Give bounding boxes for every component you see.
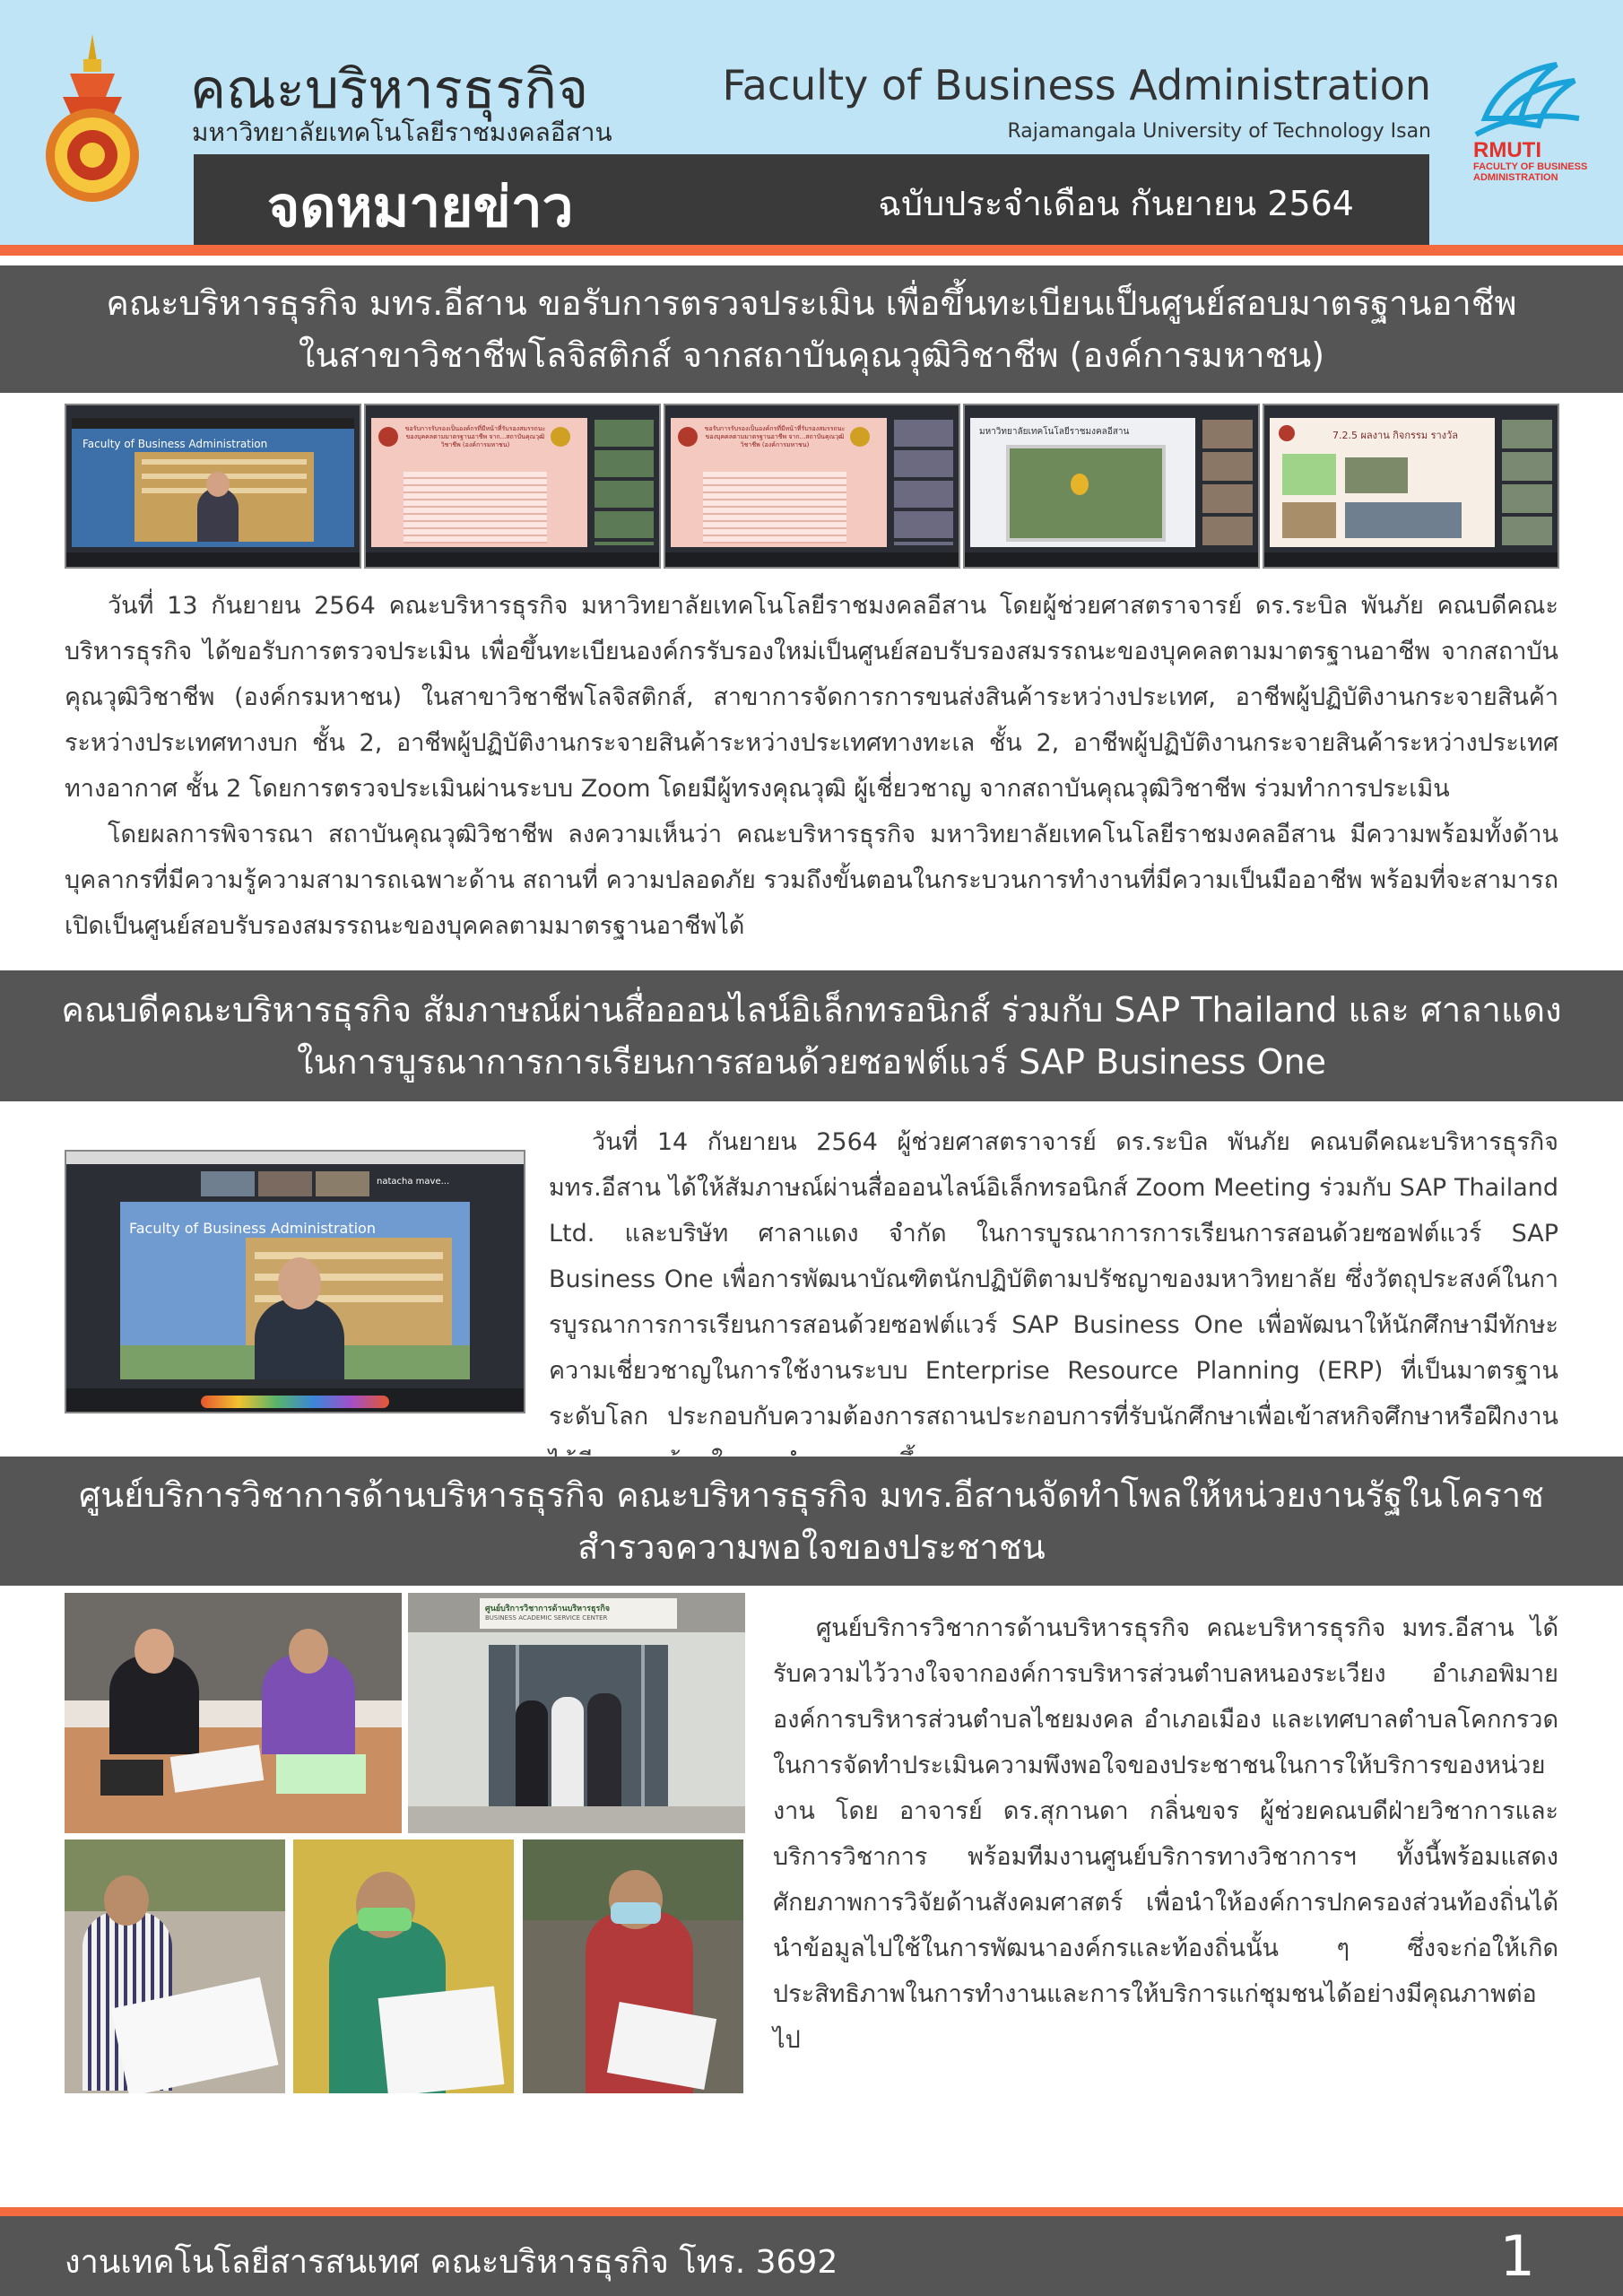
footer [0, 2216, 1623, 2296]
screenshot-caption: ขอรับการรับรองเป็นองค์กรที่มีหน้าที่รับรองสมรรถนะของบุคคลตามมาตรฐานอาชีพ จาก...สถาบันคุณวุฒิวิชาชีพ (องค์การมหาชน) [704, 425, 846, 448]
issue-date: ฉบับประจำเดือน กันยายน 2564 [878, 184, 1354, 223]
faculty-name-english: Faculty of Business Administration [722, 61, 1431, 109]
survey-photo-respondent-1 [65, 1839, 285, 2093]
section3-headline-line1: ศูนย์บริการวิชาการด้านบริหารธุรกิจ คณะบริหารธุรกิจ มทร.อีสานจัดทำโพลให้หน่วยงานรัฐในโคราช [79, 1475, 1544, 1515]
zoom-screenshot-4 [963, 404, 1260, 569]
section1-body [65, 583, 1558, 949]
section1-headline [0, 265, 1623, 393]
section2-headline [0, 970, 1623, 1101]
university-name-english: Rajamangala University of Technology Isan [1007, 120, 1431, 143]
header-divider [0, 245, 1623, 256]
zoom-interview-screenshot [65, 1150, 525, 1413]
screenshot-caption: 7.2.5 ผลงาน กิจกรรม รางวัล [1332, 430, 1458, 441]
survey-photo-respondent-3 [523, 1839, 743, 2093]
masthead [0, 0, 1623, 245]
section3-body [773, 1605, 1558, 2063]
section3-headline [0, 1457, 1623, 1586]
screenshot-caption: มหาวิทยาลัยเทคโนโลยีราชมงคลอีสาน [979, 427, 1130, 437]
page-number: 1 [1499, 2223, 1535, 2289]
footer-contact: งานเทคโนโลยีสารสนเทศ คณะบริหารธุรกิจ โทร. 3692 [65, 2244, 838, 2281]
section2-paragraph: วันที่ 14 กันยายน 2564 ผู้ช่วยศาสตราจารย์ ดร.ระบิล พันภัย คณบดีคณะบริหารธุรกิจ มทร.อีสาน ได้ให้สัมภาษณ์ผ่านสื่อออนไลน์อิเล็กทรอนิกส์ Zoom Meeting ร่วมกับ SAP Thailand Ltd. และบริษัท ศาลาแดง จำกัด ในการบูรณาการการเรียนการสอนด้วยซอฟต์แวร์ SAP Business One เพื่อการพัฒนาบัณฑิตนักปฏิบัติตามปรัชญาของมหาวิทยาลัย ซึ่งวัตถุประสงค์ในการบูรณาการการเรียนการสอนด้วยซอฟต์แวร์ SAP Business One เพื่อพัฒนาให้นักศึกษามีทักษะความเชี่ยวชาญในการใช้งานระบบ Enterprise Resource Planning (ERP) ที่เป็นมาตรฐานระดับโลก ประกอบกับความต้องการสถานประกอบการที่รับนักศึกษาเพื่อเข้าสหกิจศึกษาหรือฝึกงาน [549, 1128, 1558, 1431]
section1-headline-line1: คณะบริหารธุรกิจ มทร.อีสาน ขอรับการตรวจประเมิน เพื่อขึ้นทะเบียนเป็นศูนย์สอบมาตรฐานอาชีพ [106, 283, 1517, 323]
section2-headline-line2: ในการบูรณาการการเรียนการสอนด้วยซอฟต์แวร์ SAP Business One [297, 1042, 1326, 1082]
service-center-sign: ศูนย์บริการวิชาการด้านบริหารธุรกิจ [485, 1605, 611, 1613]
screenshot-caption: ขอรับการรับรองเป็นองค์กรที่มีหน้าที่รับรองสมรรถนะของบุคคลตามมาตรฐานอาชีพ จาก...สถาบันคุณวุฒิวิชาชีพ (องค์การมหาชน) [404, 425, 546, 448]
zoom-screenshot-2 [364, 404, 661, 569]
section3-paragraph: ศูนย์บริการวิชาการด้านบริหารธุรกิจ คณะบริหารธุรกิจ มทร.อีสาน ได้รับความไว้วางใจจากองค์การบริหารส่วนตำบลหนองระเวียง อำเภอพิมาย องค์การบริหารส่วนตำบลไชยมงคล อำเภอเมือง และเทศบาลตำบลโคกกรวด ในการจัดทำประเมินความพึงพอใจของประชาชนในการให้บริการของหน่วยงาน โดย อาจารย์ ดร.สุกานดา กลิ่นขจร ผู้ช่วยคณบดีฝ่ายวิชาการและบริการวิชาการ พร้อมทีมงานศูนย์บริการทางวิชาการฯ ทั้งนี้พร้อมแสดงศักยภาพการวิจัยด้านสังคมศาสตร์ เพื่อนำให้องค์การปกครองส่วนท้องถิ่นได้นำข้อมูลไปใช้ในการพัฒนาองค์กรและท้องถิ่นนั้น ๆ ซึ่งจะก่อให้เกิดประสิทธิภาพในการทำงานและการให้บริการแก่ชุมชนได้อย่างมีคุณภาพต่อไป [773, 1614, 1558, 2054]
newsletter-title: จดหมายข่าว [267, 174, 574, 239]
section3-headline-line2: สำรวจความพอใจของประชาชน [577, 1527, 1046, 1567]
participant-label: natacha mave... [377, 1177, 450, 1187]
section1-paragraph-1: วันที่ 13 กันยายน 2564 คณะบริหารธุรกิจ มหาวิทยาลัยเทคโนโลยีราชมงคลอีสาน โดยผู้ช่วยศาสตราจารย์ ดร.ระบิล พันภัย คณบดีคณะบริหารธุรกิจ ได้ขอรับการตรวจประเมิน เพื่อขึ้นทะเบียนองค์กรรับรองใหม่เป็นศูนย์สอบรับรองสมรรถนะของบุคคลตามมาตรฐานอาชีพ จากสถาบันคุณวุฒิวิชาชีพ (องค์กรมหาชน) ในสาขาวิชาชีพโลจิสติกส์, สาขาการจัดการการขนส่งสินค้าระหว่างประเทศ, อาชีพผู้ปฏิบัติงานกระจายสินค้าระหว่างประเทศทางบก ชั้น 2, อาชีพผู้ปฏิบัติงานกระจายสินค้าระหว่างประเทศทางทะเล ชั้น 2, อาชีพผู้ปฏิบัติงานกระจายสินค้าระหว่างประเทศทางอากาศ ชั้น 2 โดยการตรวจประเมินผ่านระบบ Zoom โดยมีผู้ทรงคุณวุฒิ ผู้เชี่ยวชาญ จากสถาบันคุณวุฒิวิชาชีพ ร่วมทำการประเมิน [65, 592, 1558, 803]
section2-body [549, 1119, 1558, 1485]
screenshot-caption: Faculty of Business Administration [129, 1220, 376, 1237]
faculty-name-thai: คณะบริหารธุรกิจ [190, 58, 589, 121]
survey-photo-service-center [408, 1593, 745, 1833]
survey-photo-office-meeting [65, 1593, 402, 1833]
university-crest-icon [43, 34, 142, 204]
footer-divider [0, 2207, 1623, 2216]
zoom-screenshot-3 [664, 404, 960, 569]
zoom-screenshot-5 [1263, 404, 1559, 569]
rmuti-logo-text: RMUTI [1473, 138, 1541, 162]
zoom-screenshot-1 [65, 404, 361, 569]
rmuti-logo-subtext: FACULTY OF BUSINESS ADMINISTRATION [1473, 161, 1588, 183]
screenshot-caption: Faculty of Business Administration [82, 438, 268, 450]
section1-paragraph-2: โดยผลการพิจารณา สถาบันคุณวุฒิวิชาชีพ ลงความเห็นว่า คณะบริหารธุรกิจ มหาวิทยาลัยเทคโนโลยีราชมงคลอีสาน มีความพร้อมทั้งด้านบุคลากรที่มีความรู้ความสามารถเฉพาะด้าน สถานที่ ความปลอดภัย รวมถึงขั้นตอนในกระบวนการทำงานที่มีความเป็นมืออาชีพ พร้อมที่จะสามารถเปิดเป็นศูนย์สอบรับรองสมรรถนะของบุคคลตามมาตรฐานอาชีพได้ [65, 821, 1558, 940]
university-name-thai: มหาวิทยาลัยเทคโนโลยีราชมงคลอีสาน [192, 117, 612, 147]
section1-headline-line2: ในสาขาวิชาชีพโลจิสติกส์ จากสถาบันคุณวุฒิวิชาชีพ (องค์การมหาชน) [298, 335, 1325, 375]
newsletter-title-bar [194, 154, 1429, 246]
section2-headline-line1: คณบดีคณะบริหารธุรกิจ สัมภาษณ์ผ่านสื่อออนไลน์อิเล็กทรอนิกส์ ร่วมกับ SAP Thailand และ ศาลาแดง [61, 990, 1562, 1030]
service-center-sign-subtext: BUSINESS ACADEMIC SERVICE CENTER [485, 1614, 608, 1622]
survey-photo-respondent-2 [293, 1839, 514, 2093]
